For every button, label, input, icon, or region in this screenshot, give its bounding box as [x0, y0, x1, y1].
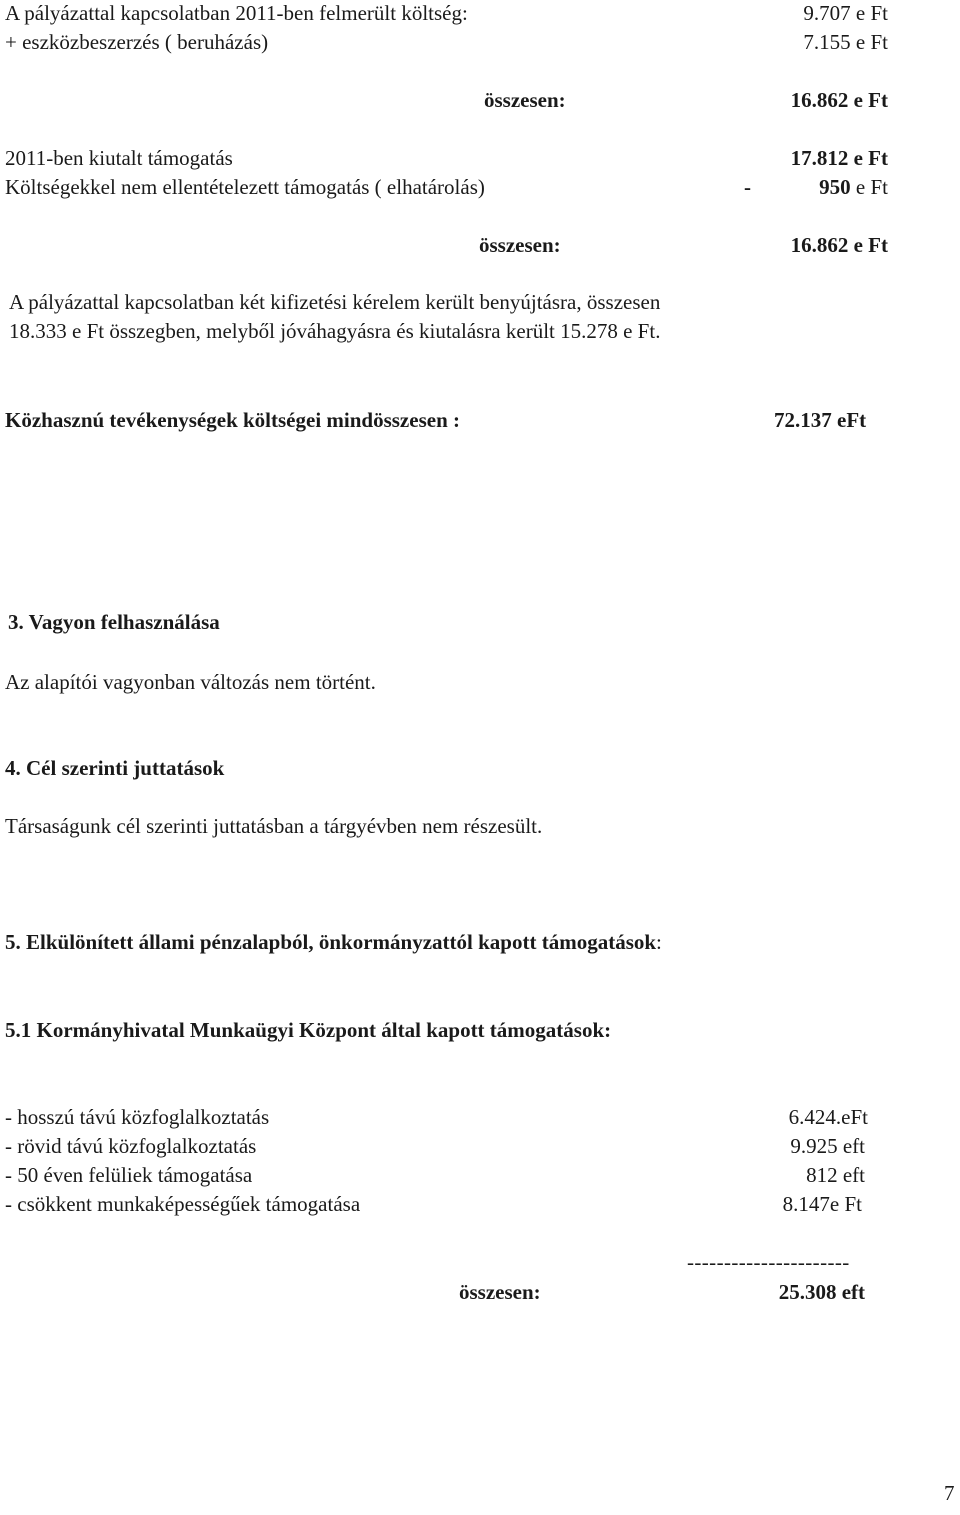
paragraph-line-2: 18.333 e Ft összegben, melyből jóváhagyásra és kiutalásra került 15.278 e Ft.	[9, 319, 661, 343]
support-item-value: 8.147e Ft	[782, 1192, 862, 1216]
total2-value: 16.862 e Ft	[790, 233, 888, 257]
grant-value: 17.812 e Ft	[790, 146, 888, 170]
paragraph-line-1: A pályázattal kapcsolatban két kifizetési kérelem került benyújtásra, összesen	[9, 290, 661, 314]
deferral-value: 950 e Ft	[819, 175, 888, 199]
total2-label: összesen:	[479, 233, 561, 257]
section-5-1-heading: 5.1 Kormányhivatal Munkaügyi Központ által kapott támogatások:	[5, 1018, 612, 1042]
support-item-label: - 50 éven felüliek támogatása	[5, 1163, 253, 1187]
support-item-value: 9.925 eft	[790, 1134, 865, 1158]
support-item-label: - rövid távú közfoglalkoztatás	[5, 1134, 257, 1158]
equipment-value: 7.155 e Ft	[803, 30, 888, 54]
support-item-label: - csökkent munkaképességűek támogatása	[5, 1192, 361, 1216]
public-benefit-costs-label: Közhasznú tevékenységek költségei mindösszesen :	[5, 408, 460, 432]
support-total-value: 25.308 eft	[778, 1280, 865, 1304]
section-4-text: Társaságunk cél szerinti juttatásban a tárgyévben nem részesült.	[5, 814, 543, 838]
cost-value: 9.707 e Ft	[803, 1, 888, 25]
public-benefit-costs-value: 72.137 eFt	[774, 408, 867, 432]
sum-divider: ----------------------	[687, 1250, 850, 1274]
support-item-value: 812 eft	[806, 1163, 865, 1187]
equipment-label: + eszközbeszerzés ( beruházás)	[5, 30, 269, 54]
section-5-heading: 5. Elkülönített állami pénzalapból, önkormányzattól kapott támogatások:	[5, 930, 662, 954]
grant-label: 2011-ben kiutalt támogatás	[5, 146, 233, 170]
section-3-text: Az alapítói vagyonban változás nem történt.	[5, 670, 376, 694]
section-4-heading: 4. Cél szerinti juttatások	[5, 756, 225, 780]
cost-label: A pályázattal kapcsolatban 2011-ben felmerült költség:	[5, 1, 468, 25]
page-number: 7	[944, 1481, 955, 1505]
total1-label: összesen:	[484, 88, 566, 112]
support-total-label: összesen:	[459, 1280, 541, 1304]
support-item-value: 6.424.eFt	[788, 1105, 868, 1129]
support-item-label: - hosszú távú közfoglalkoztatás	[5, 1105, 270, 1129]
deferral-label: Költségekkel nem ellentételezett támogatás ( elhatárolás)	[5, 175, 485, 199]
section-3-heading: 3. Vagyon felhasználása	[8, 610, 220, 634]
deferral-minus: -	[744, 175, 751, 199]
total1-value: 16.862 e Ft	[790, 88, 888, 112]
